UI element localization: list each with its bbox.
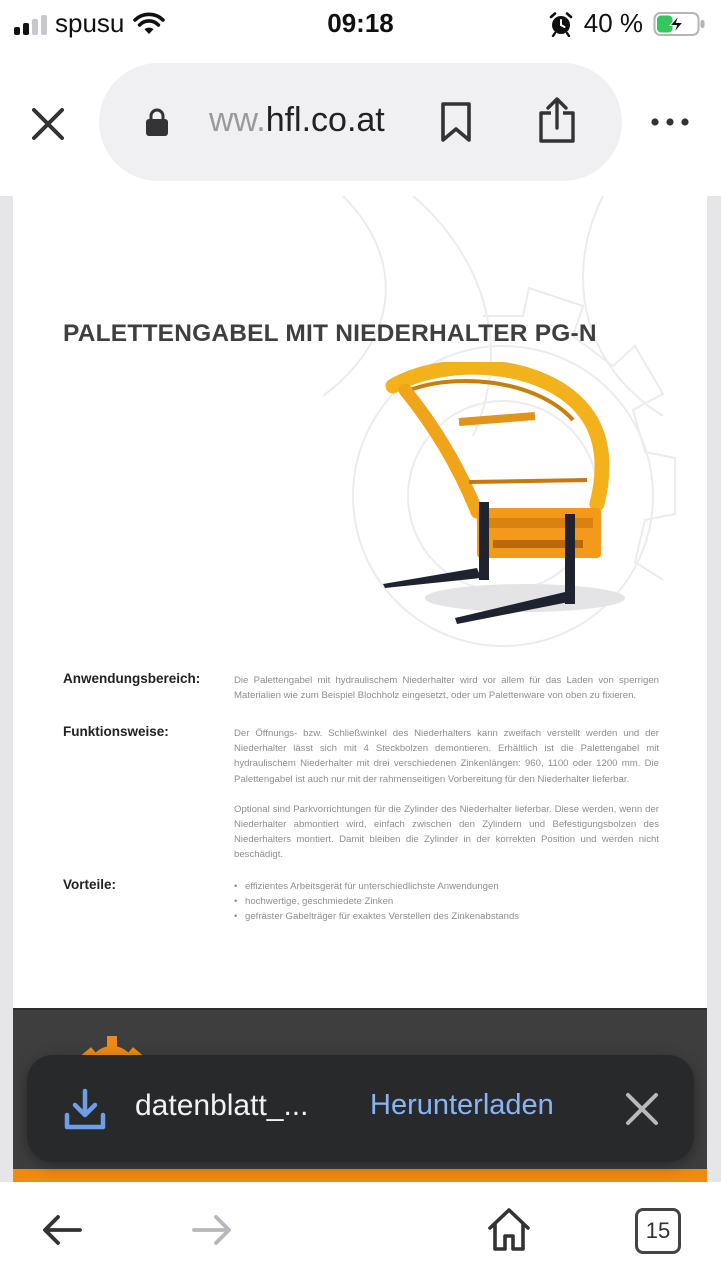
section-body — [234, 726, 659, 863]
download-snackbar — [27, 1055, 694, 1162]
section-paragraph: Der Öffnungs- bzw. Schließwinkel des Niederhalters kann zweifach verstellt werden und der Niederhalter lässt sich mit 4 Steckbolzen demontieren. Erhältlich ist die Palettengabel mit hydraulischem Niederhalter mit drei verschiedenen Zinkenlängen: 960, 1100 oder 1200 mm. Die Palettengabel ist auch nur mit der rahmenseitigen Vorbereitung für den Niederhalter lieferbar. — [234, 728, 659, 785]
signal-bar — [23, 23, 29, 35]
section-label: Vorteile: — [63, 877, 117, 892]
orange-strip — [13, 1169, 707, 1182]
back-arrow-icon[interactable] — [40, 1212, 84, 1248]
section-anwendungsbereich — [63, 671, 663, 707]
section-paragraph: Die Palettengabel mit hydraulischem Niederhalter wird vor allem für das Laden von sperrigen Materialien wie zum Beispiel Blochholz eingesetzt, oder um Palettenware von oben zu fixieren. — [234, 675, 659, 702]
list-item: • hochwertige, geschmiedete Zinken — [234, 894, 659, 909]
section-funktionsweise — [63, 724, 663, 864]
lock-icon — [145, 107, 169, 137]
close-icon[interactable] — [623, 1090, 661, 1128]
battery-fill — [657, 15, 673, 32]
document-title: PALETTENGABEL MIT NIEDERHALTER PG-N — [63, 320, 597, 347]
bookmark-icon[interactable] — [439, 101, 473, 143]
benefits-list — [234, 879, 659, 925]
home-icon[interactable] — [486, 1206, 532, 1252]
signal-bar — [41, 15, 47, 35]
alarm-icon — [548, 11, 574, 37]
pdf-viewer[interactable] — [0, 196, 721, 1182]
section-label: Anwendungsbereich: — [63, 671, 201, 686]
share-icon[interactable] — [537, 97, 577, 145]
tab-count: 15 — [645, 1218, 671, 1243]
list-item: • effizientes Arbeitsgerät für unterschiedlichste Anwendungen — [234, 879, 659, 894]
download-button[interactable]: Herunterladen — [370, 1089, 554, 1121]
clock: 09:18 — [327, 8, 394, 38]
signal-bar — [14, 27, 20, 35]
cellular-signal-icon — [14, 13, 47, 35]
battery-percent: 40 % — [583, 8, 643, 38]
carrier-name: spusu — [55, 8, 125, 38]
more-options-icon[interactable] — [648, 104, 692, 140]
status-left — [14, 8, 166, 39]
address-bar[interactable] — [99, 63, 622, 181]
close-tab-icon[interactable] — [28, 104, 68, 144]
tabs-count-button[interactable] — [635, 1208, 681, 1254]
pallet-fork-product-image — [365, 362, 635, 632]
status-right — [548, 8, 707, 39]
download-filename: datenblatt_... — [135, 1089, 309, 1122]
list-item: • gefräster Gabelträger für exaktes Verstellen des Zinkenabstands — [234, 909, 659, 924]
download-icon — [63, 1087, 107, 1131]
url-domain: hfl.co.at — [265, 101, 385, 139]
section-body — [234, 673, 659, 703]
signal-bar — [32, 19, 38, 35]
url-text[interactable] — [209, 101, 385, 140]
section-paragraph: Optional sind Parkvorrichtungen für die Zylinder des Niederhalter lieferbar. Diese werden, wenn der Niederhalter abmontiert wird, einfach zwischen den Zylindern und Befestigungsbolzen des Niederhalters montiert. Damit bleiben die Zylinder in der korrekten Position und werden nicht beschädigt. — [234, 803, 659, 861]
section-label: Funktionsweise: — [63, 724, 169, 739]
url-faded-prefix: ww. — [209, 101, 266, 139]
section-vorteile — [63, 877, 663, 927]
bottom-navigation — [0, 1182, 721, 1280]
battery-charging-icon — [653, 10, 707, 38]
wifi-icon — [132, 12, 166, 36]
status-bar — [0, 0, 721, 46]
forward-arrow-icon[interactable] — [190, 1212, 234, 1248]
